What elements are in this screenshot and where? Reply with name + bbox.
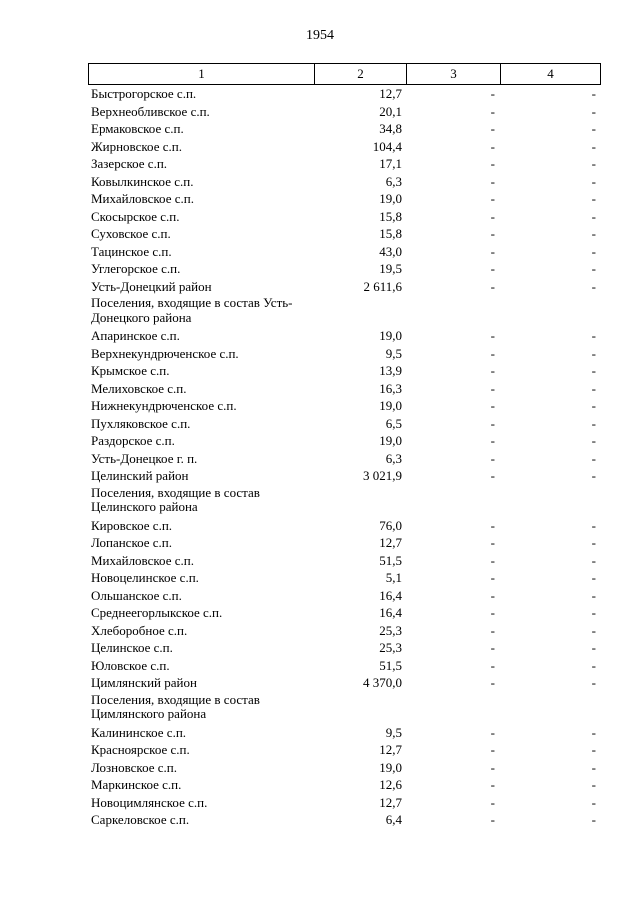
row-value-col2: 16,4 <box>379 605 402 620</box>
table-row <box>88 397 600 415</box>
row-value-col4: - <box>591 468 596 483</box>
row-value-col2: 19,0 <box>379 191 402 206</box>
table-row <box>88 120 600 138</box>
row-value-col4: - <box>591 86 596 101</box>
row-value-col4: - <box>591 345 596 361</box>
row-name: Суховское с.п. <box>91 226 171 241</box>
column-header-1: 1 <box>89 64 315 85</box>
row-value-col4: - <box>591 640 596 655</box>
table-row <box>88 208 600 226</box>
row-value-col2: 51,5 <box>379 552 402 568</box>
row-value-col2: 6,3 <box>385 173 402 189</box>
column-header-3: 3 <box>407 64 501 85</box>
row-value-col4: - <box>591 675 596 690</box>
row-name: Ермаковское с.п. <box>91 121 184 136</box>
row-value-col3: - <box>490 675 495 690</box>
row-value-col2: 19,0 <box>379 328 402 343</box>
row-value-col2: 12,6 <box>379 777 402 792</box>
table-row <box>88 724 600 742</box>
row-value-col2: 15,8 <box>379 208 402 224</box>
row-name: Цимлянский район <box>91 675 197 690</box>
row-value-col3: - <box>490 587 495 603</box>
row-name: Михайловское с.п. <box>91 552 194 568</box>
table-row <box>88 415 600 433</box>
row-value-col4: - <box>591 742 596 757</box>
row-value-col2: 9,5 <box>385 345 402 361</box>
row-value-col3: - <box>490 535 495 550</box>
row-value-col3: - <box>490 398 495 413</box>
row-value-col4: - <box>591 759 596 775</box>
row-value-col4: - <box>591 191 596 206</box>
row-value-col4: - <box>591 517 596 533</box>
row-value-col4: - <box>591 363 596 378</box>
table-row <box>88 380 600 398</box>
row-value-col4: - <box>591 173 596 189</box>
table-row <box>88 432 600 450</box>
row-value-col2: 6,4 <box>385 812 402 827</box>
row-value-col3: - <box>490 433 495 448</box>
row-value-col4: - <box>591 380 596 396</box>
table-row <box>88 225 600 243</box>
table-row <box>88 345 600 363</box>
row-name: Поселения, входящие в состав Целинского района <box>91 484 260 514</box>
row-value-col3: - <box>490 261 495 276</box>
row-value-col3: - <box>490 517 495 533</box>
row-value-col2: 2 611,6 <box>363 278 402 294</box>
row-name: Целинский район <box>91 468 189 483</box>
row-value-col3: - <box>490 759 495 775</box>
row-name: Поселения, входящие в состав Усть-Донецкого района <box>91 295 293 325</box>
row-name: Усть-Донецкое г. п. <box>91 450 198 466</box>
row-value-col4: - <box>591 103 596 119</box>
row-value-col3: - <box>490 777 495 792</box>
row-value-col3: - <box>490 468 495 483</box>
row-value-col2: 15,8 <box>379 226 402 241</box>
row-value-col4: - <box>591 450 596 466</box>
row-value-col3: - <box>490 640 495 655</box>
row-value-col3: - <box>490 552 495 568</box>
row-value-col2: 12,7 <box>379 742 402 757</box>
table-row <box>88 450 600 468</box>
table-row <box>88 138 600 156</box>
row-value-col2: 51,5 <box>379 657 402 673</box>
table-row <box>88 155 600 173</box>
row-value-col2: 19,0 <box>379 398 402 413</box>
table-row <box>88 604 600 622</box>
row-name: Среднеегорлыкское с.п. <box>91 605 223 620</box>
table-row <box>88 569 600 587</box>
row-value-col4: - <box>591 415 596 431</box>
row-value-col2: 25,3 <box>379 640 402 655</box>
row-name: Зазерское с.п. <box>91 156 168 171</box>
table-row <box>88 260 600 278</box>
row-value-col3: - <box>490 328 495 343</box>
row-value-col2: 20,1 <box>379 103 402 119</box>
row-value-col2: 19,5 <box>379 261 402 276</box>
page-number: 1954 <box>306 28 334 43</box>
table-row <box>88 190 600 208</box>
row-value-col3: - <box>490 278 495 294</box>
row-value-col4: - <box>591 156 596 171</box>
row-value-col4: - <box>591 724 596 740</box>
column-header-table <box>88 63 601 85</box>
row-value-col2: 12,7 <box>379 86 402 101</box>
row-value-col3: - <box>490 363 495 378</box>
table-body <box>88 85 600 829</box>
row-value-col4: - <box>591 812 596 827</box>
row-value-col3: - <box>490 191 495 206</box>
row-value-col2: 34,8 <box>379 121 402 136</box>
table-row <box>88 534 600 552</box>
table-row <box>88 517 600 535</box>
row-name: Кировское с.п. <box>91 517 173 533</box>
column-header-4: 4 <box>501 64 601 85</box>
row-value-col2: 6,5 <box>385 415 402 431</box>
table-row <box>88 173 600 191</box>
row-value-col3: - <box>490 208 495 224</box>
row-value-col4: - <box>591 208 596 224</box>
row-name: Жирновское с.п. <box>91 138 182 154</box>
table-row <box>88 327 600 345</box>
row-value-col2: 19,0 <box>379 433 402 448</box>
row-value-col2: 17,1 <box>379 156 402 171</box>
row-value-col2: 13,9 <box>379 363 402 378</box>
row-value-col3: - <box>490 622 495 638</box>
row-value-col2: 12,7 <box>379 535 402 550</box>
table-row <box>88 587 600 605</box>
row-value-col2: 19,0 <box>379 759 402 775</box>
table-row <box>88 776 600 794</box>
row-value-col3: - <box>490 742 495 757</box>
row-name: Саркеловское с.п. <box>91 812 190 827</box>
row-name: Мелиховское с.п. <box>91 380 187 396</box>
row-value-col3: - <box>490 380 495 396</box>
row-name: Ольшанское с.п. <box>91 587 182 603</box>
row-value-col3: - <box>490 724 495 740</box>
row-name: Целинское с.п. <box>91 640 173 655</box>
row-value-col3: - <box>490 345 495 361</box>
row-value-col3: - <box>490 794 495 810</box>
row-value-col4: - <box>591 552 596 568</box>
table-row <box>88 657 600 675</box>
row-value-col2: 43,0 <box>379 243 402 259</box>
row-value-col4: - <box>591 328 596 343</box>
row-value-col2: 12,7 <box>379 794 402 810</box>
row-value-col3: - <box>490 450 495 466</box>
row-value-col3: - <box>490 605 495 620</box>
section-heading-row <box>88 485 600 517</box>
table-row <box>88 794 600 812</box>
row-name: Новоцимлянское с.п. <box>91 794 208 810</box>
column-header-row <box>89 64 601 85</box>
table-row <box>88 622 600 640</box>
row-name: Новоцелинское с.п. <box>91 570 199 585</box>
row-value-col2: 16,3 <box>379 380 402 396</box>
row-value-col4: - <box>591 570 596 585</box>
row-value-col3: - <box>490 173 495 189</box>
row-value-col3: - <box>490 156 495 171</box>
table-row <box>88 811 600 829</box>
row-value-col4: - <box>591 777 596 792</box>
row-name: Апаринское с.п. <box>91 328 180 343</box>
row-value-col2: 5,1 <box>385 570 402 585</box>
row-value-col4: - <box>591 657 596 673</box>
row-value-col2: 3 021,9 <box>363 468 402 483</box>
row-name: Ковылкинское с.п. <box>91 173 194 189</box>
table-row <box>88 243 600 261</box>
row-value-col4: - <box>591 261 596 276</box>
row-name: Верхнеобливское с.п. <box>91 103 210 119</box>
table-row <box>88 278 600 296</box>
row-value-col3: - <box>490 243 495 259</box>
row-value-col4: - <box>591 243 596 259</box>
table-row <box>88 362 600 380</box>
row-value-col2: 9,5 <box>385 724 402 740</box>
table-row <box>88 741 600 759</box>
row-name: Нижнекундрюченское с.п. <box>91 398 237 413</box>
row-value-col4: - <box>591 622 596 638</box>
row-name: Усть-Донецкий район <box>91 278 212 294</box>
row-name: Крымское с.п. <box>91 363 170 378</box>
row-name: Раздорское с.п. <box>91 433 175 448</box>
section-heading-row <box>88 295 600 327</box>
row-name: Быстрогорское с.п. <box>91 86 197 101</box>
row-value-col4: - <box>591 138 596 154</box>
row-value-col3: - <box>490 103 495 119</box>
row-value-col4: - <box>591 535 596 550</box>
row-value-col3: - <box>490 86 495 101</box>
row-name: Маркинское с.п. <box>91 777 182 792</box>
table-row <box>88 674 600 692</box>
row-value-col2: 6,3 <box>385 450 402 466</box>
row-value-col3: - <box>490 570 495 585</box>
table-row <box>88 85 600 103</box>
row-name: Лозновское с.п. <box>91 759 177 775</box>
row-value-col3: - <box>490 138 495 154</box>
row-name: Пухляковское с.п. <box>91 415 191 431</box>
row-value-col2: 16,4 <box>379 587 402 603</box>
row-value-col4: - <box>591 433 596 448</box>
table-row <box>88 103 600 121</box>
row-value-col2: 104,4 <box>372 138 402 154</box>
row-name: Поселения, входящие в состав Цимлянского района <box>91 691 260 721</box>
table-row <box>88 759 600 777</box>
row-value-col2: 4 370,0 <box>363 675 402 690</box>
row-name: Михайловское с.п. <box>91 191 194 206</box>
row-value-col3: - <box>490 657 495 673</box>
row-name: Калининское с.п. <box>91 724 187 740</box>
row-name: Красноярское с.п. <box>91 742 190 757</box>
row-value-col2: 25,3 <box>379 622 402 638</box>
row-value-col4: - <box>591 278 596 294</box>
section-heading-row <box>88 692 600 724</box>
column-header-2: 2 <box>315 64 407 85</box>
row-name: Лопанское с.п. <box>91 535 173 550</box>
row-value-col3: - <box>490 226 495 241</box>
row-value-col3: - <box>490 812 495 827</box>
row-name: Хлеборобное с.п. <box>91 622 188 638</box>
row-name: Скосырское с.п. <box>91 208 180 224</box>
row-value-col4: - <box>591 398 596 413</box>
row-value-col4: - <box>591 794 596 810</box>
row-value-col3: - <box>490 121 495 136</box>
row-value-col2: 76,0 <box>379 517 402 533</box>
row-value-col4: - <box>591 121 596 136</box>
table-row <box>88 467 600 485</box>
table-row <box>88 552 600 570</box>
row-value-col4: - <box>591 226 596 241</box>
row-value-col3: - <box>490 415 495 431</box>
row-name: Тацинское с.п. <box>91 243 172 259</box>
row-name: Верхнекундрюченское с.п. <box>91 345 239 361</box>
row-value-col4: - <box>591 587 596 603</box>
row-name: Углегорское с.п. <box>91 261 181 276</box>
row-name: Юловское с.п. <box>91 657 170 673</box>
row-value-col4: - <box>591 605 596 620</box>
table-row <box>88 639 600 657</box>
